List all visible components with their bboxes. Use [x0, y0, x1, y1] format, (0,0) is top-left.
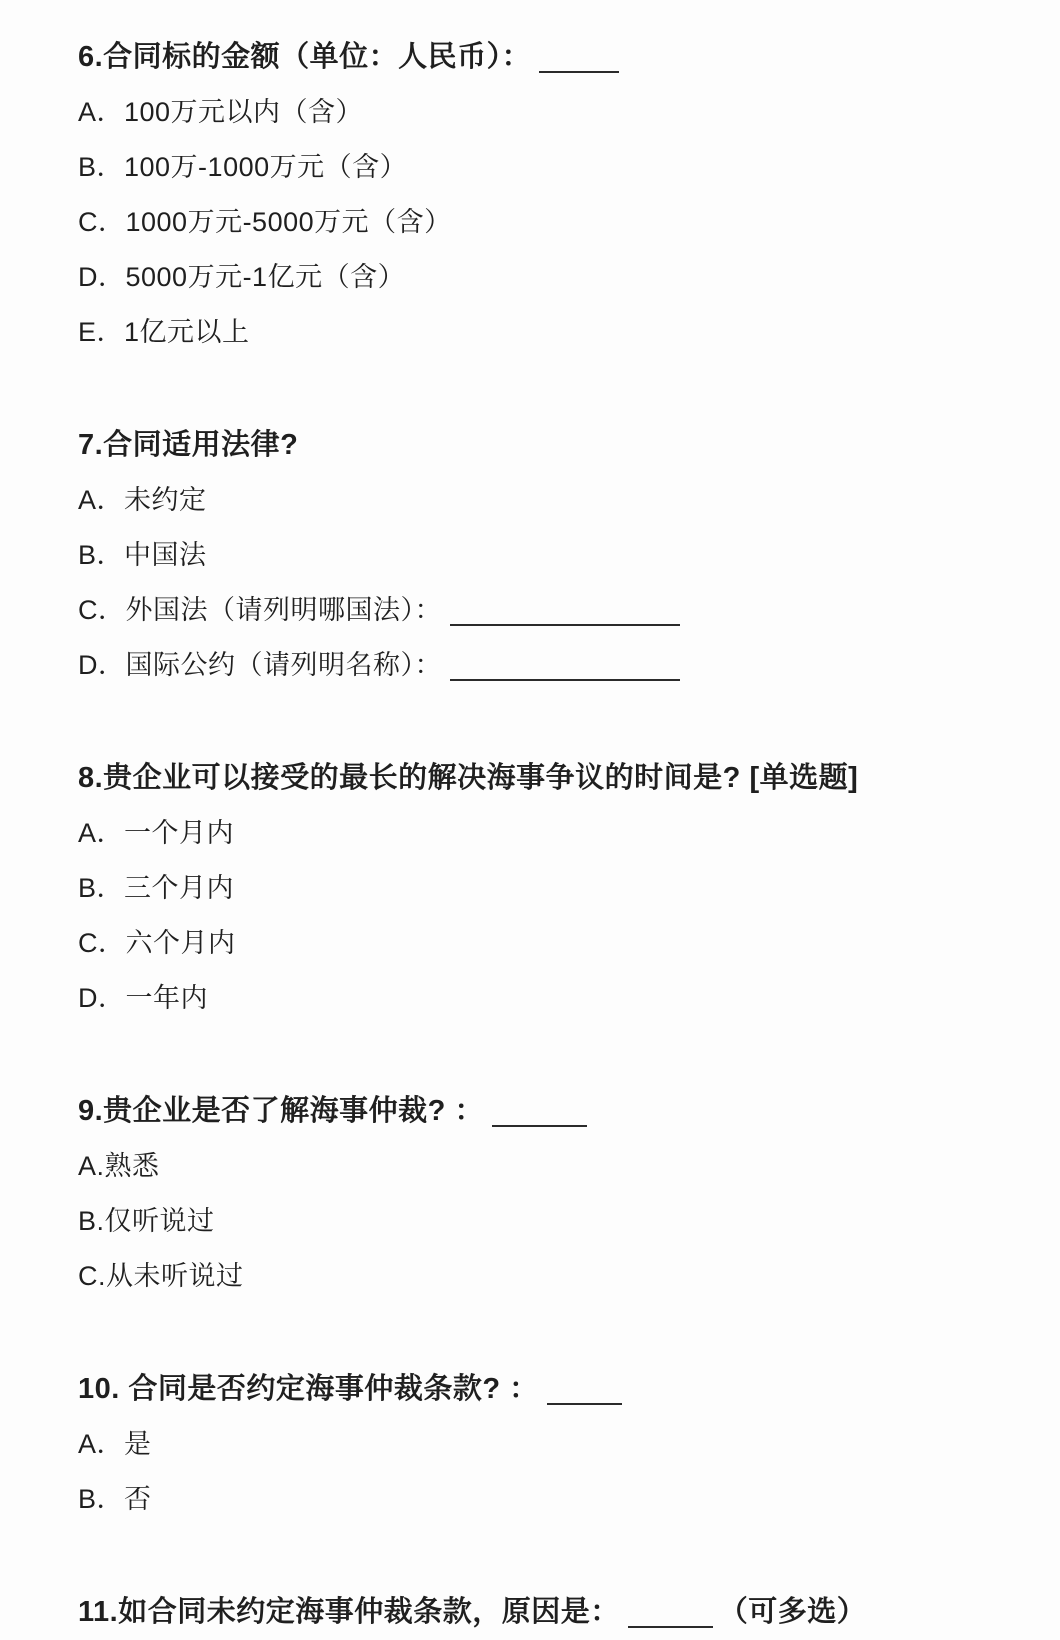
question-6-option-d: D．5000万元-1亿元（含） — [78, 262, 406, 292]
question-8-title — [78, 751, 1020, 806]
question-10 — [78, 1362, 1020, 1527]
question-8-option-a: A．一个月内 — [78, 818, 235, 848]
question-9-title — [78, 1084, 1020, 1139]
question-6-title — [78, 30, 1020, 85]
question-7-option-c-text: C．外国法（请列明哪国法）： — [78, 595, 442, 625]
question-9-option-a: A.熟悉 — [78, 1151, 160, 1181]
questionnaire-page — [78, 30, 1020, 1640]
question-7-title-text: 7.合同适用法律? — [78, 429, 299, 461]
question-10-option-b: B．否 — [78, 1484, 152, 1514]
question-11-title-text: 11.如合同未约定海事仲裁条款，原因是： — [78, 1596, 620, 1628]
question-6-option-a: A．100万元以内（含） — [78, 97, 364, 127]
question-10-option-a: A．是 — [78, 1429, 152, 1459]
fill-in-blank — [450, 592, 680, 626]
question-6-option-c: C．1000万元-5000万元（含） — [78, 207, 452, 237]
question-9 — [78, 1084, 1020, 1304]
question-7 — [78, 418, 1020, 693]
question-8-option-c: C．六个月内 — [78, 928, 236, 958]
question-7-option-a: A．未约定 — [78, 485, 207, 515]
question-10-title-text: 10. 合同是否约定海事仲裁条款? ： — [78, 1373, 539, 1405]
question-8-option-b: B．三个月内 — [78, 873, 235, 903]
question-7-option-d — [78, 638, 1020, 693]
question-7-option-d-text: D．国际公约（请列明名称）： — [78, 650, 442, 680]
question-8 — [78, 751, 1020, 1026]
question-9-option-c: C.从未听说过 — [78, 1261, 244, 1291]
question-9-title-text: 9.贵企业是否了解海事仲裁? ： — [78, 1095, 484, 1127]
question-7-option-c — [78, 583, 1020, 638]
fill-in-blank — [539, 39, 619, 73]
fill-in-blank — [450, 647, 680, 681]
question-9-option-b: B.仅听说过 — [78, 1206, 215, 1236]
question-7-option-b: B．中国法 — [78, 540, 207, 570]
question-6-option-b: B．100万-1000万元（含） — [78, 152, 408, 182]
question-6-title-text: 6.合同标的金额（单位：人民币）： — [78, 41, 532, 73]
fill-in-blank — [547, 1371, 622, 1405]
question-6-option-e: E．1亿元以上 — [78, 317, 250, 347]
question-6 — [78, 30, 1020, 360]
question-7-title — [78, 418, 1020, 473]
question-10-title — [78, 1362, 1020, 1417]
question-8-option-d: D．一年内 — [78, 983, 208, 1013]
question-11-title-suffix: （可多选） — [718, 1596, 867, 1628]
fill-in-blank — [628, 1594, 713, 1628]
fill-in-blank — [492, 1093, 587, 1127]
question-8-title-text: 8.贵企业可以接受的最长的解决海事争议的时间是? [单选题] — [78, 762, 859, 794]
